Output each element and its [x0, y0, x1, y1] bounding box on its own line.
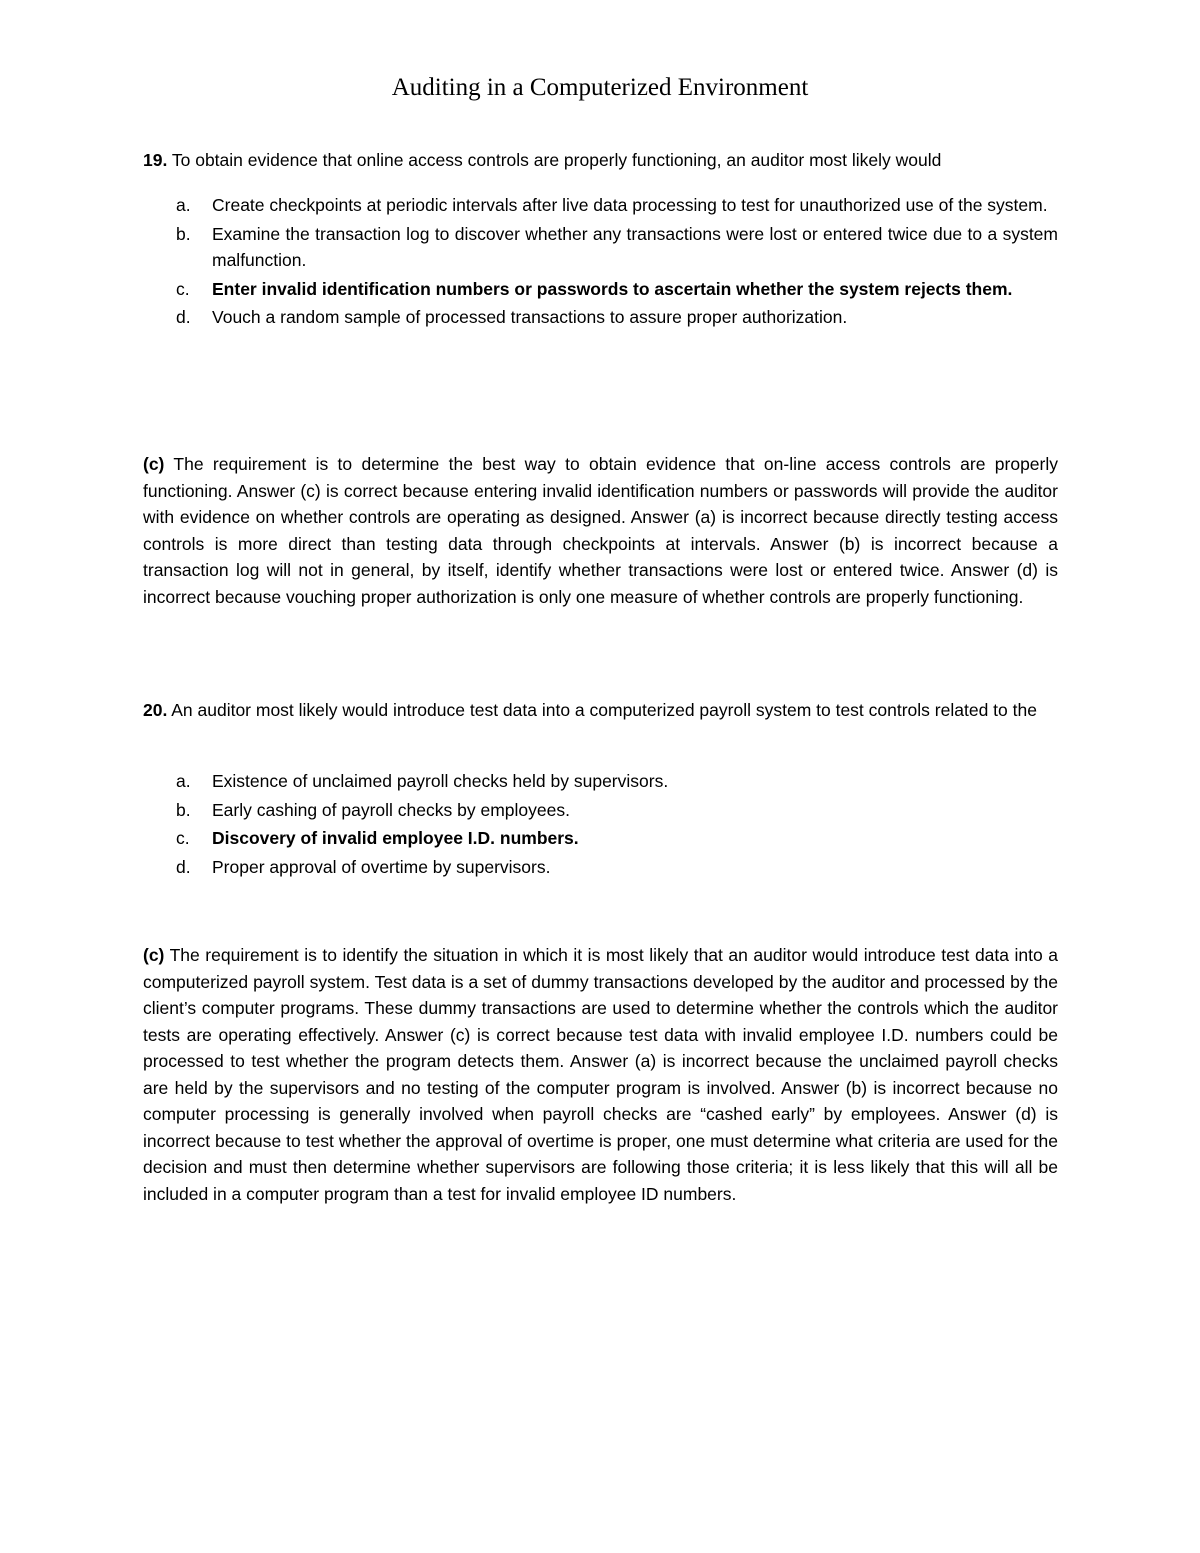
option-text: Proper approval of overtime by supervisors.	[212, 856, 551, 877]
question-number: 19.	[143, 150, 168, 170]
option-text: Enter invalid identification numbers or passwords to ascertain whether the system rejects them.	[212, 278, 1013, 299]
option-letter: a.	[176, 771, 191, 791]
option-text: Create checkpoints at periodic intervals after live data processing to test for unauthorized use of the system.	[212, 195, 1048, 215]
explanation-20	[143, 942, 1058, 1207]
explanation-body: The requirement is to identify the situation in which it is most likely that an auditor would introduce test data into a computerized payroll system. Test data is a set of dummy transactions developed by the auditor and processed by the client’s computer programs. These dummy transactions are used to determine whether the controls which the auditor tests are operating effectively. Answer (c) is correct because test data with invalid employee I.D. numbers could be processed to test whether the program detects them. Answer (a) is incorrect because the unclaimed payroll checks are held by the supervisors and no testing of the computer program is involved. Answer (b) is incorrect because no computer processing is generally involved when payroll checks are “cashed early” by employees. Answer (d) is incorrect because to test whether the approval of overtime is proper, one must determine what criteria are used for the decision and must then determine whether supervisors are following those criteria; it is less likely that this will all be included in a computer program than a test for invalid employee ID numbers.	[143, 945, 1058, 1204]
option-d	[143, 304, 1058, 331]
explanation-text	[143, 451, 1058, 610]
question-19	[143, 147, 1058, 174]
option-letter: c.	[176, 828, 190, 848]
question-number: 20.	[143, 700, 168, 720]
answer-label: (c)	[143, 454, 165, 474]
option-text: Vouch a random sample of processed transactions to assure proper authorization.	[212, 307, 848, 327]
question-20-options	[143, 768, 1058, 882]
option-letter: b.	[176, 223, 191, 244]
option-letter: b.	[176, 799, 191, 820]
question-text: An auditor most likely would introduce test data into a computerized payroll system to test controls related to the	[171, 700, 1037, 720]
explanation-text	[143, 942, 1058, 1207]
question-stem	[143, 697, 1058, 724]
question-text: To obtain evidence that online access controls are properly functioning, an auditor most likely would	[171, 150, 942, 170]
option-letter: a.	[176, 195, 191, 215]
option-b	[143, 797, 1058, 824]
explanation-19	[143, 451, 1058, 610]
question-stem	[143, 147, 1058, 174]
question-20	[143, 697, 1058, 724]
option-c-correct	[143, 825, 1058, 852]
question-19-options	[143, 192, 1058, 333]
option-a	[143, 768, 1058, 795]
option-text: Examine the transaction log to discover whether any transactions were lost or entered twice due to a system malfunction.	[212, 223, 1058, 270]
option-c-correct	[143, 276, 1058, 303]
option-letter: d.	[176, 307, 191, 327]
page-title: Auditing in a Computerized Environment	[391, 74, 809, 101]
option-letter: d.	[176, 856, 191, 877]
option-text: Early cashing of payroll checks by employees.	[212, 799, 570, 820]
option-b	[143, 221, 1058, 274]
option-letter: c.	[176, 278, 190, 299]
answer-label: (c)	[143, 945, 165, 965]
option-text: Existence of unclaimed payroll checks held by supervisors.	[212, 771, 669, 791]
option-text: Discovery of invalid employee I.D. numbers.	[212, 828, 579, 848]
option-d	[143, 854, 1058, 881]
explanation-body: The requirement is to determine the best way to obtain evidence that on-line access controls are properly functioning. Answer (c) is correct because entering invalid identification numbers or passwords will provide the auditor with evidence on whether controls are operating as designed. Answer (a) is incorrect because directly testing access controls is more direct than testing data through checkpoints at intervals. Answer (b) is incorrect because a transaction log will not in general, by itself, identify whether transactions were lost or entered twice. Answer (d) is incorrect because vouching proper authorization is only one measure of whether controls are properly functioning.	[143, 454, 1059, 607]
option-a	[143, 192, 1058, 219]
